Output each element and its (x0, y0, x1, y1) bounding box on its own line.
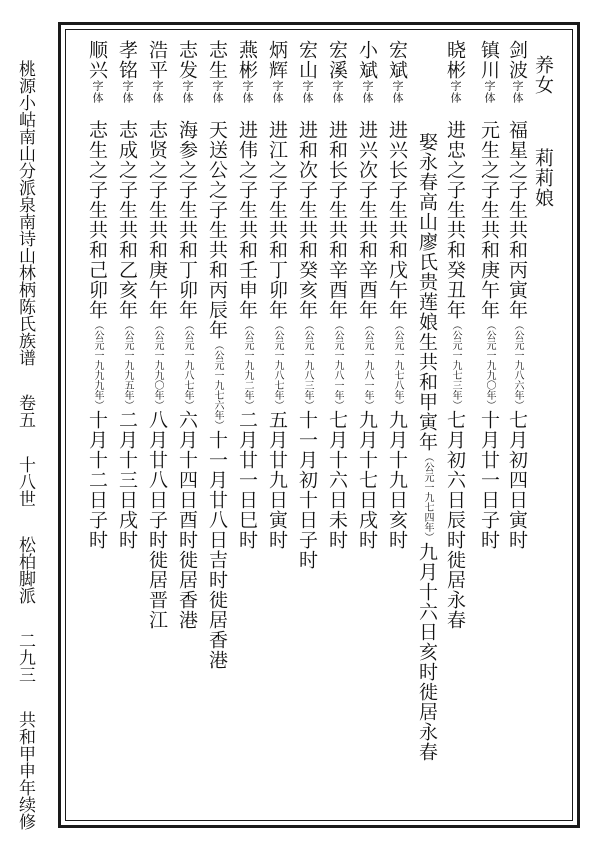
page-margin-header (8, 60, 42, 830)
genealogy-column (382, 40, 412, 550)
birth-time: 七月初四日寅时 (506, 410, 528, 550)
edition-label: 共和甲申年续修 (15, 710, 35, 830)
birth-record: 元生之子生共和庚午年 (478, 120, 500, 320)
courtesy-marker: 字体 (511, 80, 524, 104)
adoption-label: 养女 (532, 55, 554, 95)
birth-time: 十一月初十日子时 (296, 410, 318, 570)
birth-record: 海参之子生共和丁卯年 (176, 120, 198, 320)
courtesy-marker: 字体 (361, 80, 374, 104)
person-name: 浩平 (146, 40, 168, 80)
genealogy-column (292, 40, 322, 570)
year-note: （公元一九八六年） (512, 320, 523, 410)
birth-record: 进和次子生共和癸亥年 (296, 120, 318, 320)
year-note: （公元一九七六年） (212, 340, 223, 430)
birth-record: 进兴长子生共和戊午年 (386, 120, 408, 320)
year-note: （公元一九九〇年） (484, 320, 495, 410)
year-note: （公元一九八一年） (332, 320, 343, 410)
person-name: 小斌 (356, 40, 378, 80)
branch-label: 松柏脚派 (15, 535, 35, 604)
birth-time: 二月十三日戌时 (116, 410, 138, 550)
birth-time: 九月十六日亥时徙居永春 (416, 542, 438, 762)
genealogy-column (352, 40, 382, 550)
year-note: （公元一九九二年） (242, 320, 253, 410)
birth-record: 志生之子生共和己卯年 (86, 120, 108, 320)
year-note: （公元一九九九年） (92, 320, 103, 410)
genealogy-column (262, 40, 292, 550)
courtesy-marker: 字体 (391, 80, 404, 104)
genealogy-column (322, 40, 352, 550)
person-name: 志生 (206, 40, 228, 80)
year-note: （公元一九七四年） (422, 452, 433, 542)
person-name: 宏溪 (326, 40, 348, 80)
year-note: （公元一九八一年） (362, 320, 373, 410)
genealogy-column (142, 40, 172, 630)
generation-label: 十八世 (15, 456, 35, 508)
person-name: 孝铭 (116, 40, 138, 80)
birth-time: 二月廿一日巳时 (236, 410, 258, 550)
person-name: 宏斌 (386, 40, 408, 80)
courtesy-marker: 字体 (331, 80, 344, 104)
courtesy-marker: 字体 (181, 80, 194, 104)
birth-time: 八月廿八日子时徙居晋江 (146, 410, 168, 630)
birth-time: 七月十六日未时 (326, 410, 348, 550)
genealogy-column (172, 40, 202, 630)
person-name: 宏山 (296, 40, 318, 80)
courtesy-marker: 字体 (91, 80, 104, 104)
courtesy-marker: 字体 (151, 80, 164, 104)
person-name: 晓彬 (444, 40, 466, 80)
genealogy-column (528, 55, 558, 95)
courtesy-marker: 字体 (241, 80, 254, 104)
birth-time: 十月十二日子时 (86, 410, 108, 550)
courtesy-marker: 字体 (483, 80, 496, 104)
courtesy-marker: 字体 (301, 80, 314, 104)
person-name: 燕彬 (236, 40, 258, 80)
genealogy-column (528, 148, 558, 208)
genealogy-column (502, 40, 532, 550)
courtesy-marker: 字体 (121, 80, 134, 104)
year-note: （公元一九八七年） (272, 320, 283, 410)
birth-time: 十一月廿八日吉时徙居香港 (206, 430, 228, 670)
person-name: 炳辉 (266, 40, 288, 80)
birth-time: 九月十九日亥时 (386, 410, 408, 550)
person-name: 剑波 (506, 40, 528, 80)
book-title: 桃源小岵南山分派泉南诗山林柄陈氏族谱 (15, 60, 35, 366)
year-note: （公元一九七八年） (392, 320, 403, 410)
year-note: （公元一九七三年） (450, 320, 461, 410)
daughter-name: 莉莉娘 (532, 148, 554, 208)
spouse-record: 娶永春高山廖氏贵莲娘生共和甲寅年 (416, 132, 438, 452)
genealogy-column (232, 40, 262, 550)
birth-record: 天送公之子生共和丙辰年 (206, 120, 228, 340)
birth-record: 进兴次子生共和辛酉年 (356, 120, 378, 320)
volume-label: 卷五 (15, 394, 35, 429)
birth-record: 志成之子生共和乙亥年 (116, 120, 138, 320)
genealogy-column (112, 40, 142, 550)
birth-record: 进江之子生共和丁卯年 (266, 120, 288, 320)
courtesy-marker: 字体 (449, 80, 462, 104)
year-note: （公元一九八三年） (302, 320, 313, 410)
genealogy-column (412, 132, 442, 762)
year-note: （公元一九九五年） (122, 320, 133, 410)
birth-record: 福星之子生共和丙寅年 (506, 120, 528, 320)
year-note: （公元一九八七年） (182, 320, 193, 410)
birth-time: 五月廿九日寅时 (266, 410, 288, 550)
birth-time: 六月十四日酉时徙居香港 (176, 410, 198, 630)
page-number: 二九三 (15, 631, 35, 683)
genealogy-column (202, 40, 232, 670)
person-name: 志发 (176, 40, 198, 80)
genealogy-column (474, 40, 504, 550)
year-note: （公元一九九〇年） (152, 320, 163, 410)
courtesy-marker: 字体 (211, 80, 224, 104)
birth-record: 进忠之子生共和癸丑年 (444, 120, 466, 320)
person-name: 镇川 (478, 40, 500, 80)
birth-time: 九月十七日戌时 (356, 410, 378, 550)
birth-record: 进和长子生共和辛酉年 (326, 120, 348, 320)
birth-time: 十月廿一日子时 (478, 410, 500, 550)
genealogy-column (82, 40, 112, 550)
birth-record: 进伟之子生共和壬申年 (236, 120, 258, 320)
genealogy-column (440, 40, 470, 630)
person-name: 顺兴 (86, 40, 108, 80)
courtesy-marker: 字体 (271, 80, 284, 104)
birth-time: 七月初六日辰时徙居永春 (444, 410, 466, 630)
birth-record: 志贤之子生共和庚午年 (146, 120, 168, 320)
